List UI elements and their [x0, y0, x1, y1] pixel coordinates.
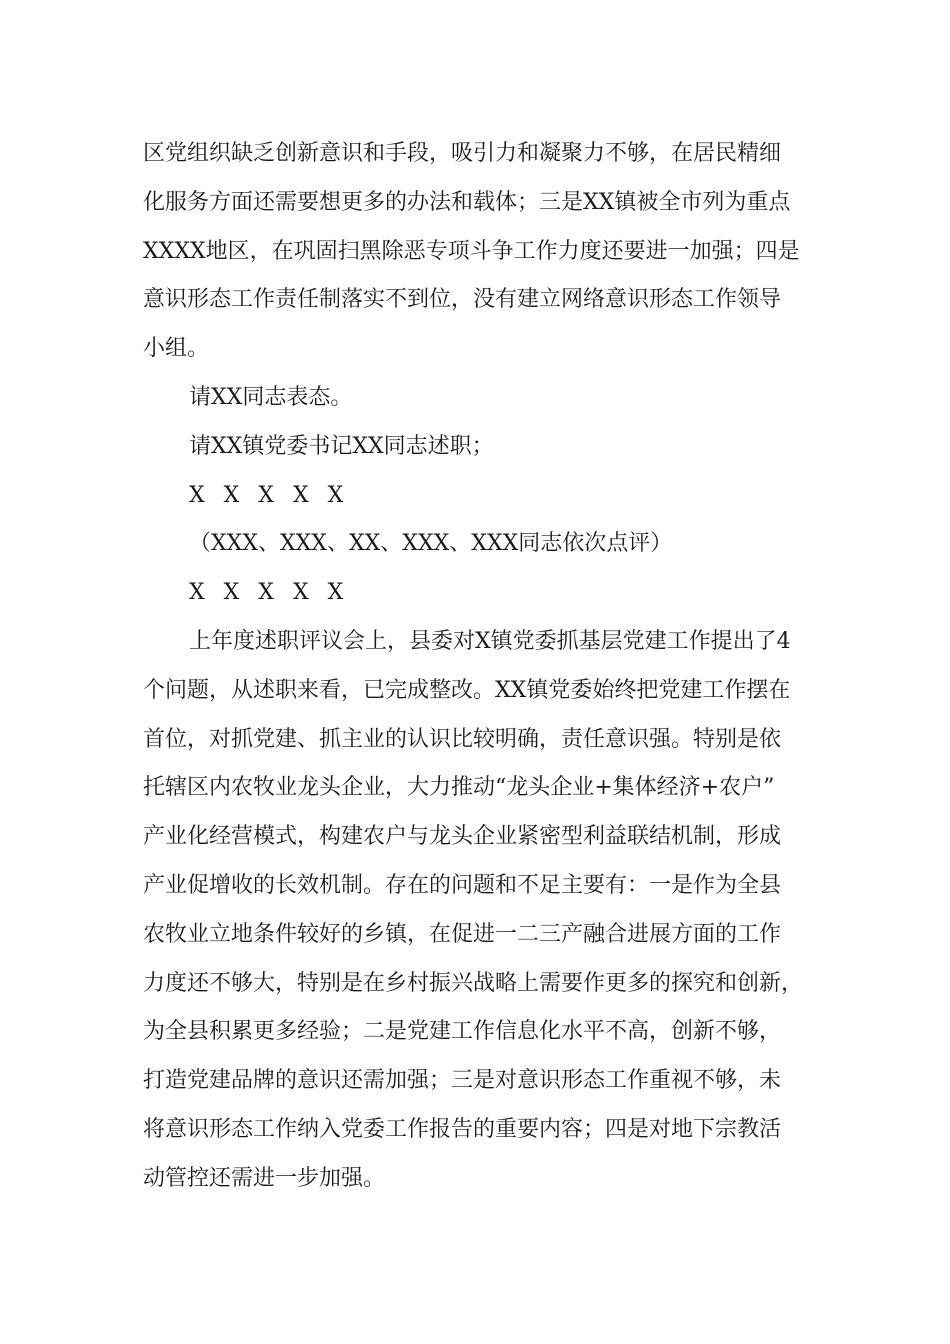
paragraph-line: 打造党建品牌的意识还需加强；三是对意识形态工作重视不够，未 [143, 1068, 782, 1094]
paragraph-line: 区党组织缺乏创新意识和手段，吸引力和凝聚力不够，在居民精细 [143, 141, 782, 166]
paragraph-line: 农牧业立地条件较好的乡镇，在促进一二三产融合进展方面的工作 [143, 921, 782, 947]
paragraph-line: 请XX同志表态。 [189, 384, 353, 410]
paragraph-line: 托辖区内农牧业龙头企业，大力推动“龙头企业+集体经济+农户” [143, 775, 775, 801]
paragraph-line: XXXX地区，在巩固扫黑除恶专项斗争工作力度还要进一加强；四是 [143, 238, 800, 264]
document-body [143, 130, 813, 1204]
paragraph-line: 动管控还需进一步加强。 [143, 1165, 386, 1191]
paragraph-line: 上年度述职评议会上，县委对X镇党委抓基层党建工作提出了4 [189, 628, 791, 654]
paragraph-line: 产业化经营模式，构建农户与龙头企业紧密型利益联结机制，形成 [143, 824, 782, 850]
paragraph-line: （XXX、XXX、XX、XXX、XXX同志依次点评） [189, 531, 673, 557]
paragraph-line: 将意识形态工作纳入党委工作报告的重要内容；四是对地下宗教活 [143, 1116, 782, 1142]
placeholder-line: X X X X X [189, 580, 350, 606]
paragraph-line: 意识形态工作责任制落实不到位，没有建立网络意识形态工作领导 [143, 287, 782, 313]
paragraph-line: 请XX镇党委书记XX同志述职； [189, 433, 494, 459]
paragraph-line: 产业促增收的长效机制。存在的问题和不足主要有：一是作为全县 [143, 872, 782, 898]
paragraph-line: 首位，对抓党建、抓主业的认识比较明确，责任意识强。特别是依 [143, 726, 782, 752]
paragraph-line: 化服务方面还需要想更多的办法和载体；三是XX镇被全市列为重点 [143, 189, 791, 215]
paragraph-line: 力度还不够大，特别是在乡村振兴战略上需要作更多的探究和创新， [143, 970, 804, 996]
paragraph-line: 个问题，从述职来看，已完成整改。XX镇党委始终把党建工作摆在 [143, 677, 791, 703]
paragraph-line: 小组。 [143, 336, 210, 362]
paragraph-line: 为全县积累更多经验；二是党建工作信息化水平不高，创新不够， [143, 1019, 782, 1045]
placeholder-line: X X X X X [189, 482, 350, 508]
